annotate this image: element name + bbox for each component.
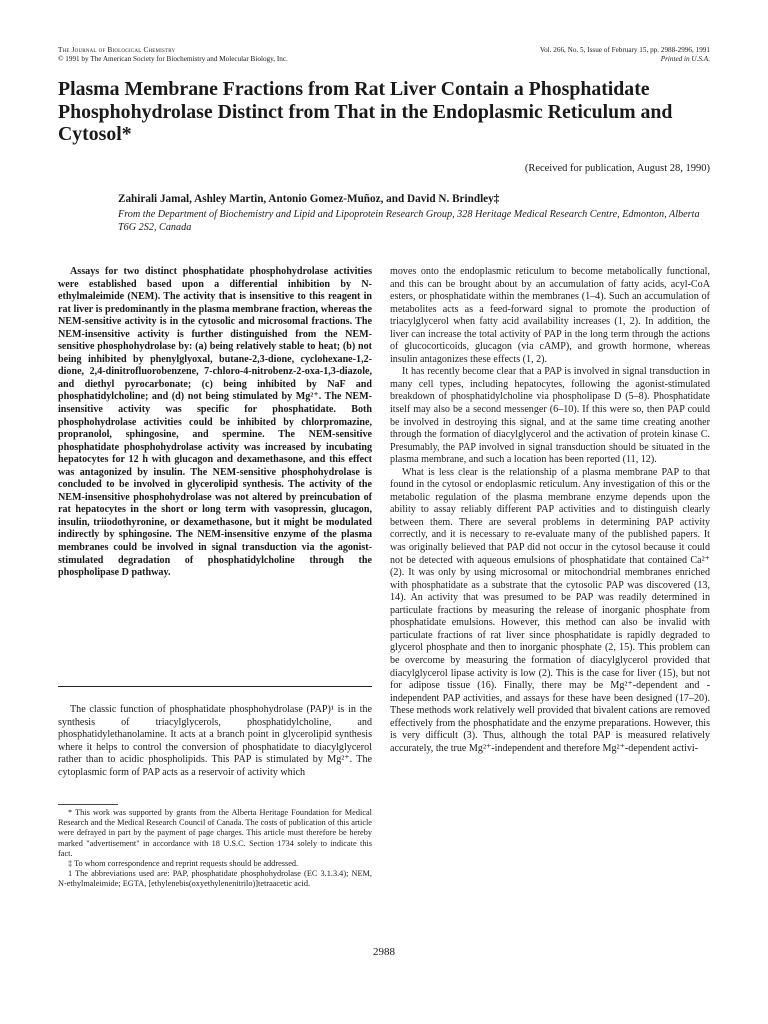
received-date: (Received for publication, August 28, 1990): [524, 163, 710, 174]
journal-header: [58, 46, 288, 63]
footnote-funding: * This work was supported by grants from the Alberta Heritage Foundation for Medical Research and the Medical Research Council of Canada. The costs of publication of this article were defrayed in part by the payment of page charges. This article must therefore be hereby marked "advertisement" in accordance with 18 U.S.C. Section 1734 solely to indicate this fact.: [58, 808, 372, 858]
article-title: Plasma Membrane Fractions from Rat Liver Contain a Phosphatidate Phosphohydrolase Distinct from That in the Endoplasmic Reticulum and Cytosol*: [58, 78, 673, 145]
footnote-correspondence: ‡ To whom correspondence and reprint requests should be addressed.: [68, 859, 299, 869]
body-paragraph: It has recently become clear that a PAP is involved in signal transduction in many cell types, including hepatocytes, following the agonist-stimulated breakdown of phosphatidylcholine via phospholipase D (5–8). Phosphatidate itself may also be a second messenger (6–10). If this were so, then PAP could be involved in destroying this signal, and at the same time creating another through the formation of diacylglycerol and the activation of protein kinase C. Presumably, the PAP involved in signal transduction should be situated in the plasma membrane, and such a location has been reported (11, 12).: [390, 366, 710, 466]
intro-paragraph: The classic function of phosphatidate phosphohydrolase (PAP)¹ is in the synthesis of triacylglycerols, phosphatidylcholine, and phosphatidylethanolamine. It acts at a branch point in glycerolipid synthesis where it helps to control the conversion of phosphatidate to diacylglycerol rather than to acidic phospholipids. This PAP is stimulated by Mg²⁺. The cytoplasmic form of PAP acts as a reservoir of activity which: [58, 704, 372, 778]
journal-name: The Journal of Biological Chemistry: [58, 46, 176, 54]
author-list: Zahirali Jamal, Ashley Martin, Antonio Gomez-Muñoz, and David N. Brindley‡: [118, 193, 500, 205]
abstract-divider: [58, 686, 372, 687]
printed-line: Printed in U.S.A.: [660, 54, 710, 63]
body-paragraph: moves onto the endoplasmic reticulum to become metabolically functional, and this can be brought about by an accumulation of fatty acids, acyl-CoA esters, or phosphatidate within the membranes (1–4). Such an accumulation of metabolites acts as a feed-forward signal to promote the production of triacylglycerol when fatty acid availability increases (1, 2). In addition, the liver can increase the total activity of PAP in the long term through the actions of glucocorticoids, glucagon (via cAMP), and growth hormone, whereas insulin antagonizes these effects (1, 2).: [390, 266, 710, 365]
affiliation: From the Department of Biochemistry and Lipid and Lipoprotein Research Group, 328 Heritage Medical Research Centre, Edmonton, Alberta T6G 2S2, Canada: [118, 209, 700, 233]
introduction: [58, 704, 372, 779]
body-paragraph: What is less clear is the relationship of a plasma membrane PAP to that found in the cytosol or endoplasmic reticulum. Any investigation of this or the metabolic regulation of the plasma membrane enzyme depends upon the ability to assay reliably different PAP activities and to distinguish clearly between them. There are several problems in determining PAP activity correctly, and it is necessary to re-evaluate many of the published papers. It was originally believed that PAP did not occur in the cytosol because it could not be detected with aqueous emulsions of phosphatidate that contained Ca²⁺ (2). It was only by using microsomal or mitochondrial membranes enriched with phosphatidate as a substrate that the cytosolic PAP was discovered (13, 14). An activity that was presumed to be PAP was readily determined in particulate fractions by measuring the release of inorganic phosphate from phosphatidate emulsions. However, this method can also be invalid with particulate fractions of rat liver since phosphatidate is rapidly degraded to glycerol phosphate and then to inorganic phosphate (2, 15). This problem can be overcome by measuring the formation of diacylglycerol provided that diacylglycerol lipase activity is low (2). This is the case for liver (15), but not for adipose tissue (16). Finally, there may be Mg²⁺-dependent and -independent PAP activities, and assays for these have been designed (17–20). These methods work relatively well provided that bivalent cations are removed effectively from the phosphatidate and the enzyme preparations. However, this is very difficult (3). Thus, although the total PAP is measured relatively accurately, the true Mg²⁺-independent and therefore Mg²⁺-dependent activi-: [390, 466, 710, 754]
footnote-abbreviations: 1 The abbreviations used are: PAP, phosphatidate phosphohydrolase (EC 3.1.3.4); NEM, N-ethylmaleimide; EGTA, [ethylenebis(oxyethylenenitrilo)]tetraacetic acid.: [58, 869, 372, 889]
page-number: 2988: [373, 946, 395, 958]
issue-header: [540, 46, 710, 63]
volume-line: Vol. 266, No. 5, Issue of February 15, pp. 2988-2996, 1991: [539, 46, 710, 54]
footnotes: [58, 808, 372, 890]
body-column-right: [390, 266, 710, 755]
abstract-text: Assays for two distinct phosphatidate phosphohydrolase activities were established based upon a differential inhibition by N-ethylmaleimide (NEM). The activity that is insensitive to this reagent in rat liver is predominantly in the plasma membrane fraction, whereas the NEM-sensitive activity is in the cytosolic and microsomal fractions. The NEM-insensitive activity is further distinguished from the NEM-sensitive phosphohydrolase by: (a) being relatively stable to heat; (b) not being inhibited by phenylglyoxal, butane-2,3-dione, cyclohexane-1,2-dione, 2,4-dinitrofluorobenzene, 7-chloro-4-nitrobenz-2-oxa-1,3-diazole, and diethyl pyrocarbonate; (c) being inhibited by NaF and phosphatidylcholine; and (d) not being stimulated by Mg²⁺. The NEM-insensitive activity was specific for phosphatidate. Both phosphohydrolase activities could be inhibited by chlorpromazine, propranolol, sphingosine, and spermine. The NEM-sensitive phosphatidate phosphohydrolase activity was increased by incubating hepatocytes for 12 h with glucagon and dexamethasone, and this effect was antagonized by insulin. The NEM-sensitive phosphohydrolase is concluded to be involved in glycerolipid synthesis. The activity of the NEM-insensitive phosphohydrolase was not altered by preincubation of rat hepatocytes in the short or long term with vasopressin, glucagon, insulin, triiodothyronine, or dexamethasone, but it might be modulated indirectly by sphingosine. The NEM-insensitive enzyme of the plasma membranes could be involved in signal transduction via the agonist-stimulated degradation of phosphatidylcholine through the phospholipase D pathway.: [58, 266, 372, 579]
footnote-divider: [58, 804, 118, 805]
abstract-column: [58, 266, 372, 580]
copyright-line: © 1991 by The American Society for Biochemistry and Molecular Biology, Inc.: [58, 54, 288, 63]
